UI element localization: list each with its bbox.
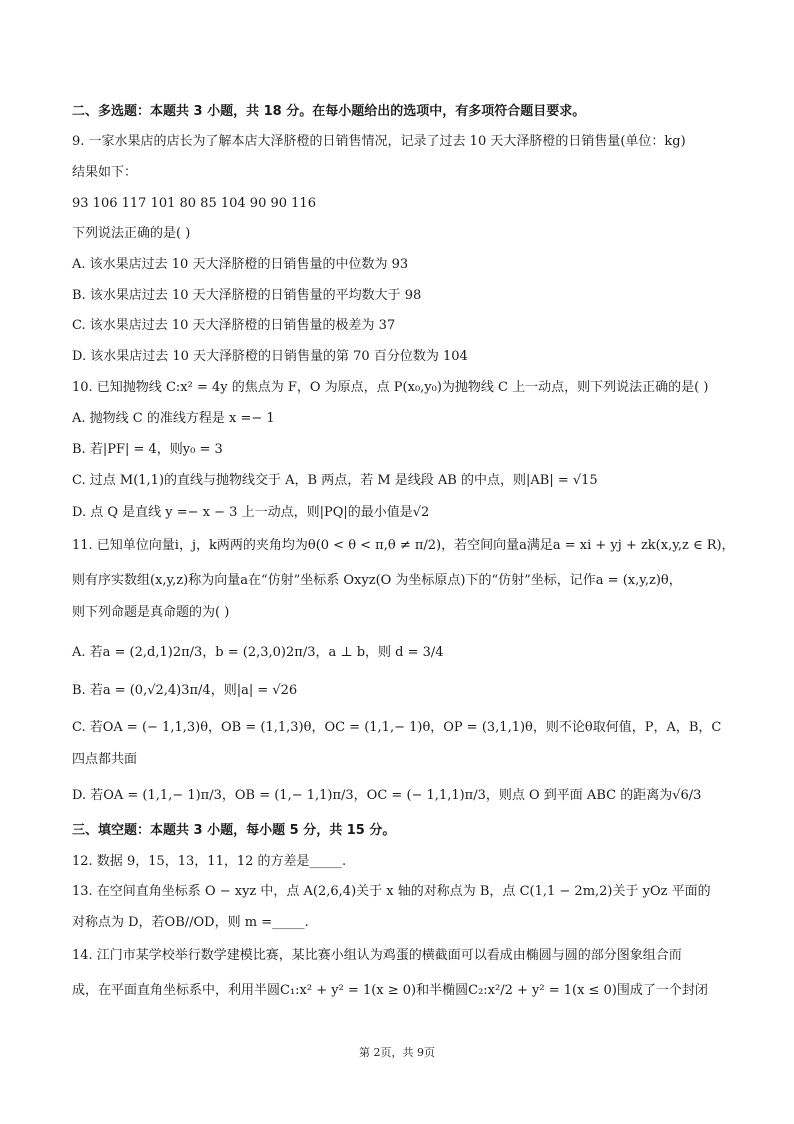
q11-line1: 11. 已知单位向量i，j，k两两的夹角均为θ(0 < θ < π,θ ≠ π/2)，若空间向量a满足a = xi + yj + zk(x,y,z ∈ R)， xyxy=(72,538,735,553)
q9-stem-line1: 9. 一家水果店的店长为了解本店大泽脐橙的日销售情况，记录了过去 10 天大泽脐橙的日销售量(单位：kg) xyxy=(72,134,686,149)
q14-line2: 成，在平面直角坐标系中，利用半圆C₁:x² + y² = 1(x ≥ 0)和半椭圆C₂:x²/2 + y² = 1(x ≤ 0)围成了一个封闭 xyxy=(72,983,708,998)
q10-option-b: B. 若|PF| = 4，则y₀ = 3 xyxy=(72,442,223,457)
q10-option-a: A. 抛物线 C 的准线方程是 x =− 1 xyxy=(72,411,275,426)
q10-stem: 10. 已知抛物线 C:x² = 4y 的焦点为 F，O 为原点，点 P(x₀,y₀)为抛物线 C 上一动点，则下列说法正确的是( ) xyxy=(72,380,709,395)
q11-line2: 则有序实数组(x,y,z)称为向量a在“仿射”坐标系 Oxyz(O 为坐标原点)下的“仿射”坐标，记作a = (x,y,z)θ， xyxy=(72,573,682,588)
page-footer: 第 2页，共 9页 xyxy=(359,1046,435,1059)
q11-option-b: B. 若a = (0,√2,4)3π/4，则|a| = √26 xyxy=(72,683,298,698)
q11-option-a: A. 若a = (2,d,1)2π/3，b = (2,3,0)2π/3，a ⊥ b，则 d = 3/4 xyxy=(72,645,444,660)
section2-heading: 二、多选题：本题共 3 小题，共 18 分。在每小题给出的选项中，有多项符合题目要求。 xyxy=(72,104,586,119)
section3-heading: 三、填空题：本题共 3 小题，每小题 5 分，共 15 分。 xyxy=(72,823,396,838)
q12-text: 12. 数据 9，15，13，11，12 的方差是_____. xyxy=(72,854,347,869)
q9-data: 93 106 117 101 80 85 104 90 90 116 xyxy=(72,196,316,211)
q9-option-c: C. 该水果店过去 10 天大泽脐橙的日销售量的极差为 37 xyxy=(72,318,396,333)
q13-line2: 对称点为 D，若OB//OD，则 m =_____. xyxy=(72,915,309,930)
q9-option-b: B. 该水果店过去 10 天大泽脐橙的日销售量的平均数大于 98 xyxy=(72,288,422,303)
q11-option-c: C. 若OA = (− 1,1,3)θ，OB = (1,1,3)θ，OC = (1,1,− 1)θ，OP = (3,1,1)θ，则不论θ取何值，P，A，B，C xyxy=(72,720,722,735)
q14-line1: 14. 江门市某学校举行数学建模比赛，某比赛小组认为鸡蛋的横截面可以看成由椭圆与圆的部分图象组合而 xyxy=(72,948,682,963)
q11-option-c-cont: 四点都共面 xyxy=(72,752,138,767)
q10-option-c: C. 过点 M(1,1)的直线与抛物线交于 A，B 两点，若 M 是线段 AB 的中点，则|AB| = √15 xyxy=(72,473,598,488)
q11-option-d: D. 若OA = (1,1,− 1)π/3，OB = (1,− 1,1)π/3，OC = (− 1,1,1)π/3，则点 O 到平面 ABC 的距离为√6/3 xyxy=(72,788,702,803)
q9-stem-line2: 结果如下： xyxy=(72,165,138,180)
q9-option-a: A. 该水果店过去 10 天大泽脐橙的日销售量的中位数为 93 xyxy=(72,257,409,272)
q10-option-d: D. 点 Q 是直线 y =− x − 3 上一动点，则|PQ|的最小值是√2 xyxy=(72,505,430,520)
q9-option-d: D. 该水果店过去 10 天大泽脐橙的日销售量的第 70 百分位数为 104 xyxy=(72,349,468,364)
q11-line3: 则下列命题是真命题的为( ) xyxy=(72,605,230,620)
q13-line1: 13. 在空间直角坐标系 O − xyz 中，点 A(2,6,4)关于 x 轴的对称点为 B，点 C(1,1 − 2m,2)关于 yOz 平面的 xyxy=(72,884,711,899)
q9-prompt: 下列说法正确的是( ) xyxy=(72,226,191,241)
